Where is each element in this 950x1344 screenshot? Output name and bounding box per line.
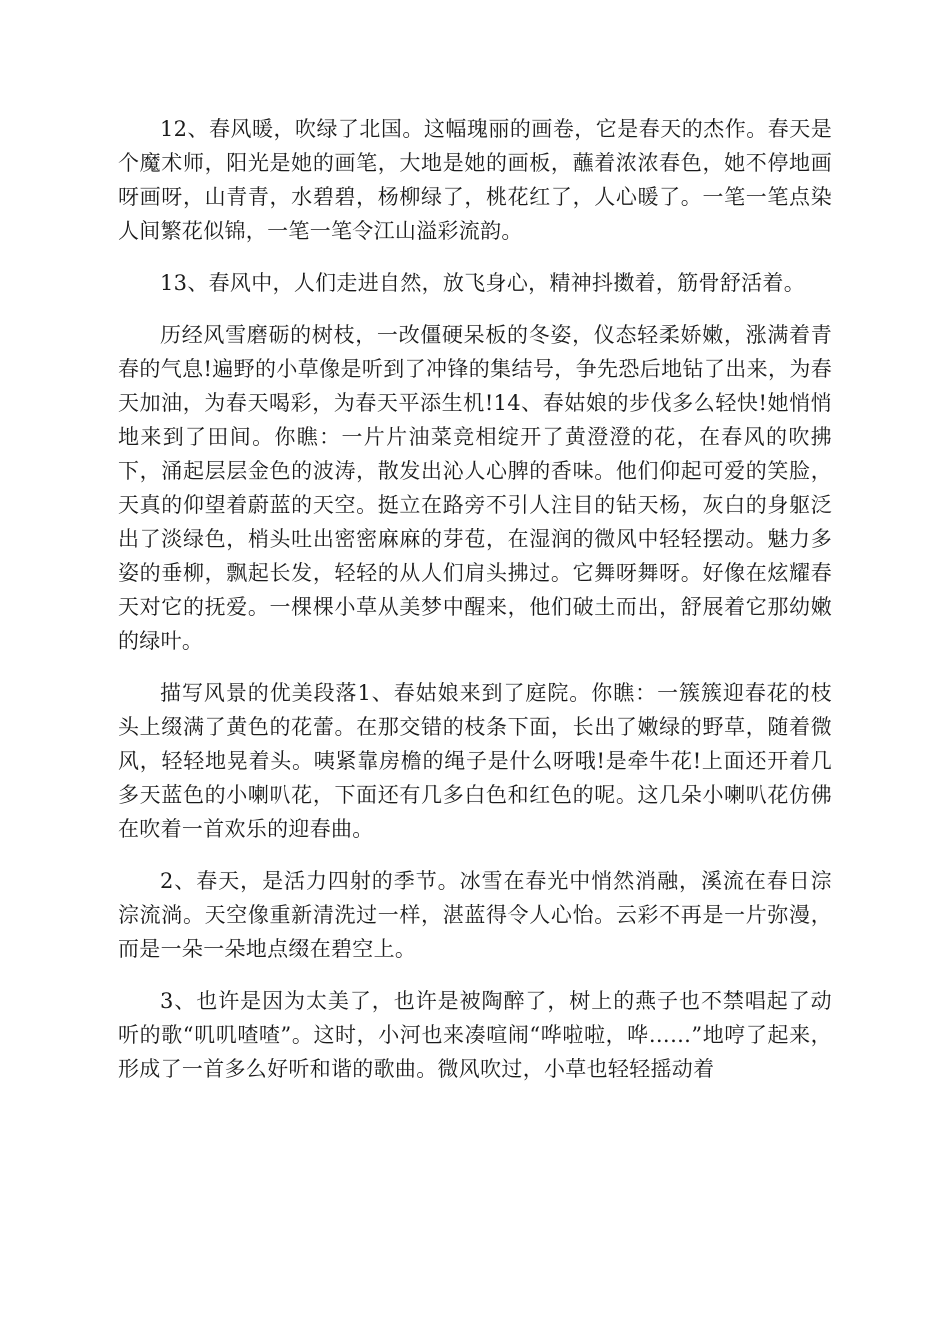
paragraph-scenery-2: 2、春天，是活力四射的季节。冰雪在春光中悄然消融，溪流在春日淙淙流淌。天空像重新清洗过一样，湛蓝得令人心怡。云彩不再是一片弥漫，而是一朵一朵地点缀在碧空上。: [118, 869, 832, 961]
paragraph-scenery-3: 3、也许是因为太美了，也许是被陶醉了，树上的燕子也不禁唱起了动听的歌“叽叽喳喳”。这时，小河也来凑喧闹“哗啦啦，哗……”地哼了起来，形成了一首多么好听和谐的歌曲。微风吹过，小草也轻轻摇动着: [118, 989, 832, 1081]
paragraph-scenery-1: 描写风景的优美段落1、春姑娘来到了庭院。你瞧：一簇簇迎春花的枝头上缀满了黄色的花蕾。在那交错的枝条下面，长出了嫩绿的野草，随着微风，轻轻地晃着头。咦紧靠房檐的绳子是什么呀哦!是牵牛花!上面还开着几多天蓝色的小喇叭花，下面还有几多白色和红色的呢。这几朵小喇叭花仿佛在吹着一首欢乐的迎春曲。: [118, 681, 832, 841]
paragraph-13: 13、春风中，人们走进自然，放飞身心，精神抖擞着，筋骨舒活着。: [160, 271, 806, 295]
paragraph-tree-branches: 历经风雪磨砺的树枝，一改僵硬呆板的冬姿，仪态轻柔娇嫩，涨满着青春的气息!遍野的小草像是听到了冲锋的集结号，争先恐后地钻了出来，为春天加油，为春天喝彩，为春天平添生机!14、春姑娘的步伐多么轻快!她悄悄地来到了田间。你瞧：一片片油菜竞相绽开了黄澄澄的花，在春风的吹拂下，涌起层层金色的波涛，散发出沁人心脾的香味。他们仰起可爱的笑脸，天真的仰望着蔚蓝的天空。挺立在路旁不引人注目的钻天杨，灰白的身躯泛出了淡绿色，梢头吐出密密麻麻的芽苞，在湿润的微风中轻轻摆动。魅力多姿的垂柳，飘起长发，轻轻的从人们肩头拂过。它舞呀舞呀。好像在炫耀春天对它的抚爱。一棵棵小草从美梦中醒来，他们破土而出，舒展着它那幼嫩的绿叶。: [118, 323, 832, 653]
paragraph-12: 12、春风暖，吹绿了北国。这幅瑰丽的画卷，它是春天的杰作。春天是个魔术师，阳光是她的画笔，大地是她的画板，蘸着浓浓春色，她不停地画呀画呀，山青青，水碧碧，杨柳绿了，桃花红了，人心暖了。一笔一笔点染人间繁花似锦，一笔一笔令江山溢彩流韵。: [118, 117, 832, 243]
